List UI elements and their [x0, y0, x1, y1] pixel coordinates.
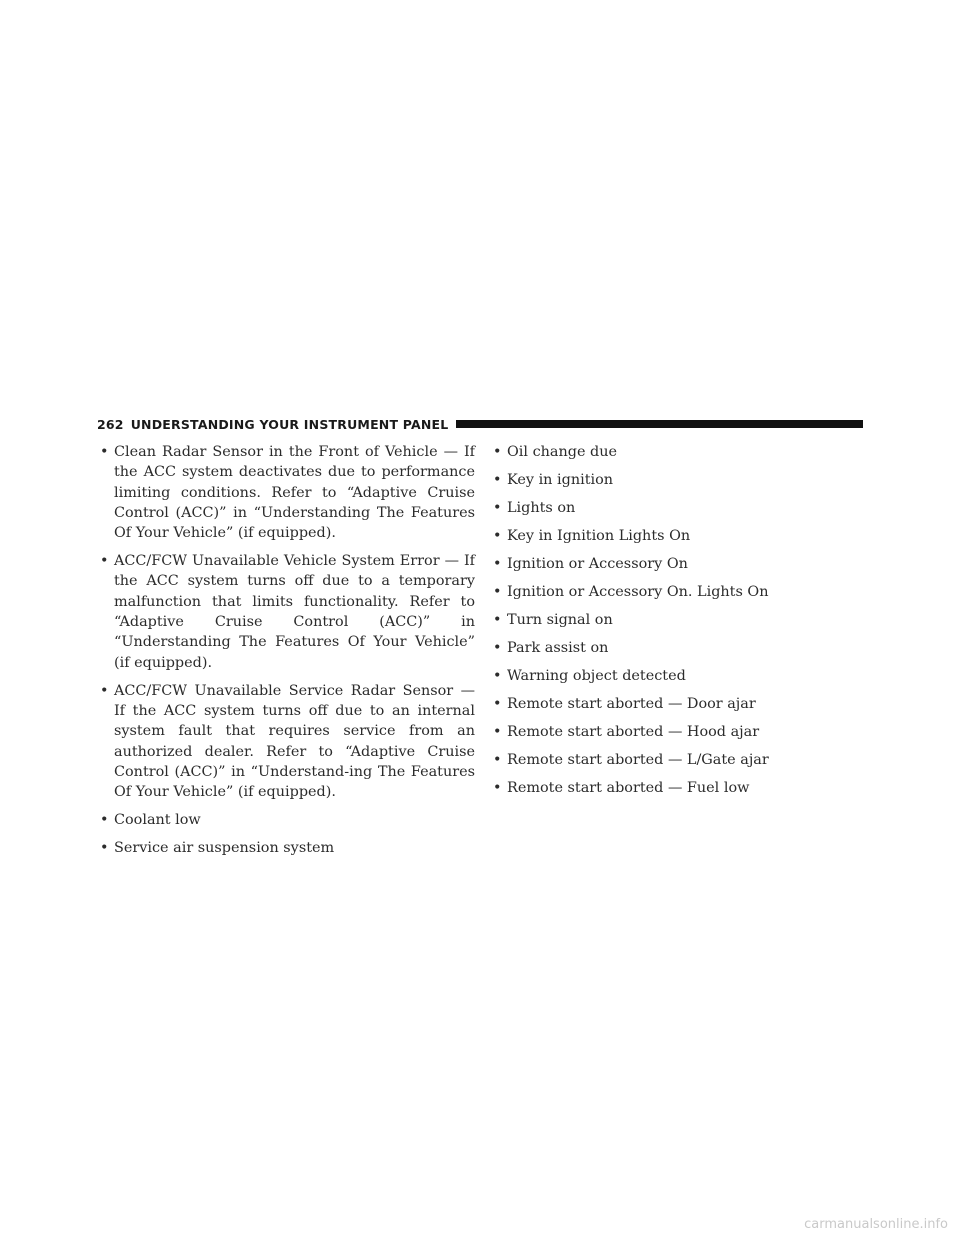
list-item-text: Coolant low: [114, 812, 201, 829]
bullet-icon: •: [493, 695, 502, 712]
bullet-icon: •: [493, 751, 502, 768]
page-header: [97, 414, 863, 434]
list-item-text: Key in ignition: [507, 471, 614, 488]
list-item-text: Remote start aborted — L/Gate ajar: [507, 751, 769, 768]
list-item-text: Lights on: [507, 499, 576, 516]
list-item: [97, 810, 475, 830]
list-item: [490, 778, 860, 798]
list-item-text: Warning object detected: [507, 667, 686, 684]
bullet-icon: •: [100, 444, 109, 460]
bullet-icon: •: [493, 499, 502, 516]
section-title: UNDERSTANDING YOUR INSTRUMENT PANEL: [130, 416, 449, 432]
list-item-text: Remote start aborted — Hood ajar: [507, 723, 760, 740]
bullet-icon: •: [493, 723, 502, 740]
list-item-text: Oil change due: [507, 444, 618, 460]
list-item: [490, 610, 860, 630]
list-item-text: Park assist on: [507, 639, 609, 656]
bullet-icon: •: [100, 553, 109, 570]
list-item-text: ACC/FCW Unavailable Service Radar Sensor — If the ACC system turns off due to an internal system fault that requires service from an authorized dealer. Refer to “Adaptive Cruise Control (ACC)” in “Understand-ing The Features Of Your Vehicle” (if equipped).: [114, 682, 475, 801]
list-item: [97, 442, 475, 543]
list-item-text: Key in Ignition Lights On: [507, 527, 691, 544]
list-item: [97, 838, 475, 858]
watermark: carmanualsonline.info: [804, 1217, 948, 1232]
bullet-icon: •: [493, 667, 502, 684]
list-item: [490, 470, 860, 490]
list-item: [490, 750, 860, 770]
list-item-text: Remote start aborted — Fuel low: [507, 779, 750, 796]
list-item: [490, 526, 860, 546]
list-item: [490, 638, 860, 658]
right-column-list: [490, 442, 860, 806]
bullet-icon: •: [493, 611, 502, 628]
list-item: [490, 554, 860, 574]
bullet-icon: •: [100, 840, 109, 857]
left-column-list: [97, 442, 475, 866]
list-item-text: Service air suspension system: [114, 840, 335, 857]
list-item-text: Ignition or Accessory On: [507, 555, 688, 572]
list-item: [490, 498, 860, 518]
header-rule: [456, 420, 863, 428]
list-item: [490, 722, 860, 742]
list-item-text: Clean Radar Sensor in the Front of Vehicle — If the ACC system deactivates due to performance limiting conditions. Refer to “Adaptive Cruise Control (ACC)” in “Understanding The Features Of Your Vehicle” (if equipped).: [114, 444, 475, 542]
list-item-text: Turn signal on: [507, 611, 613, 628]
list-item-text: ACC/FCW Unavailable Vehicle System Error — If the ACC system turns off due to a temporary malfunction that limits functionality. Refer to “Adaptive Cruise Control (ACC)” in “Understanding The Features Of Your Vehicle” (if equipped).: [114, 553, 475, 671]
list-item: [490, 666, 860, 686]
bullet-icon: •: [493, 471, 502, 488]
bullet-icon: •: [493, 527, 502, 544]
list-item-text: Remote start aborted — Door ajar: [507, 695, 756, 712]
bullet-icon: •: [493, 583, 502, 600]
bullet-icon: •: [100, 682, 109, 699]
bullet-icon: •: [493, 779, 502, 796]
bullet-icon: •: [493, 639, 502, 656]
list-item-text: Ignition or Accessory On. Lights On: [507, 583, 769, 600]
bullet-icon: •: [493, 555, 502, 572]
page-number: 262: [97, 416, 124, 432]
list-item: [97, 551, 475, 673]
list-item: [490, 442, 860, 462]
bullet-icon: •: [100, 812, 109, 829]
list-item: [490, 582, 860, 602]
list-item: [490, 694, 860, 714]
bullet-icon: •: [493, 444, 502, 460]
list-item: [97, 681, 475, 803]
